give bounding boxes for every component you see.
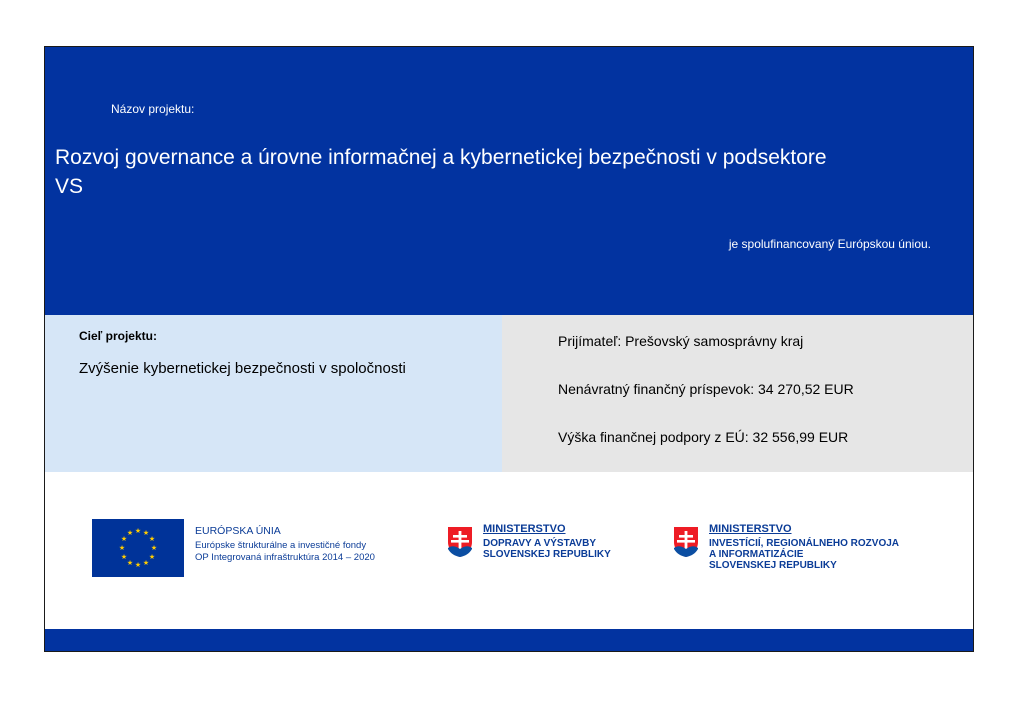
recipient-text: Prijímateľ: Prešovský samosprávny kraj bbox=[558, 333, 804, 349]
project-name-label: Názov projektu: bbox=[111, 102, 195, 116]
cofinanced-text: je spolufinancovaný Európskou úniou. bbox=[728, 237, 931, 251]
header-panel bbox=[45, 47, 973, 315]
svg-text:★: ★ bbox=[142, 529, 150, 537]
eu-logo-line1: Európske štrukturálne a investičné fondy bbox=[195, 540, 367, 551]
ministry-investment-line3: SLOVENSKEJ REPUBLIKY bbox=[709, 560, 837, 571]
goal-label: Cieľ projektu: bbox=[79, 329, 157, 343]
eu-support-text: Výška finančnej podpory z EÚ: 32 556,99 EUR bbox=[558, 429, 849, 445]
ministry-investment-line1: INVESTÍCIÍ, REGIONÁLNEHO ROZVOJA bbox=[709, 538, 900, 549]
eu-logo-line2: OP Integrovaná infraštruktúra 2014 – 2020 bbox=[195, 552, 375, 563]
ministry-investment-head: MINISTERSTVO bbox=[709, 523, 792, 535]
slovak-coat-of-arms-icon bbox=[445, 524, 475, 560]
eu-flag-icon bbox=[92, 519, 184, 577]
svg-text:★: ★ bbox=[120, 553, 128, 561]
ministry-transport-head: MINISTERSTVO bbox=[483, 523, 566, 535]
slovak-coat-of-arms-icon bbox=[671, 524, 701, 560]
svg-text:★: ★ bbox=[134, 561, 142, 569]
svg-text:★: ★ bbox=[148, 535, 156, 543]
project-poster bbox=[44, 46, 974, 652]
ministry-investment-text bbox=[709, 524, 899, 571]
goal-text: Zvýšenie kybernetickej bezpečnosti v spoločnosti bbox=[79, 360, 406, 377]
svg-text:★: ★ bbox=[126, 559, 134, 567]
grant-amount-text: Nenávratný finančný príspevok: 34 270,52 EUR bbox=[558, 381, 854, 397]
svg-text:★: ★ bbox=[150, 544, 158, 552]
svg-text:★: ★ bbox=[148, 553, 156, 561]
project-title: Rozvoj governance a úrovne informačnej a kybernetickej bezpečnosti v podsektore VS bbox=[55, 146, 827, 198]
ministry-transport-line1: DOPRAVY A VÝSTAVBY bbox=[483, 538, 596, 549]
svg-text:★: ★ bbox=[118, 544, 126, 552]
info-panel bbox=[502, 315, 973, 472]
svg-text:★: ★ bbox=[142, 559, 150, 567]
ministry-transport-text bbox=[483, 524, 611, 560]
eu-logo-title: EURÓPSKA ÚNIA bbox=[195, 525, 281, 537]
ministry-transport-line2: SLOVENSKEJ REPUBLIKY bbox=[483, 549, 611, 560]
svg-text:★: ★ bbox=[120, 535, 128, 543]
ministry-investment-line2: A INFORMATIZÁCIE bbox=[709, 549, 804, 560]
goal-panel bbox=[45, 315, 502, 472]
footer-bar bbox=[45, 629, 973, 652]
eu-logo-text bbox=[195, 525, 375, 564]
svg-text:★: ★ bbox=[134, 527, 142, 535]
logos-strip bbox=[45, 472, 973, 629]
svg-text:★: ★ bbox=[126, 529, 134, 537]
